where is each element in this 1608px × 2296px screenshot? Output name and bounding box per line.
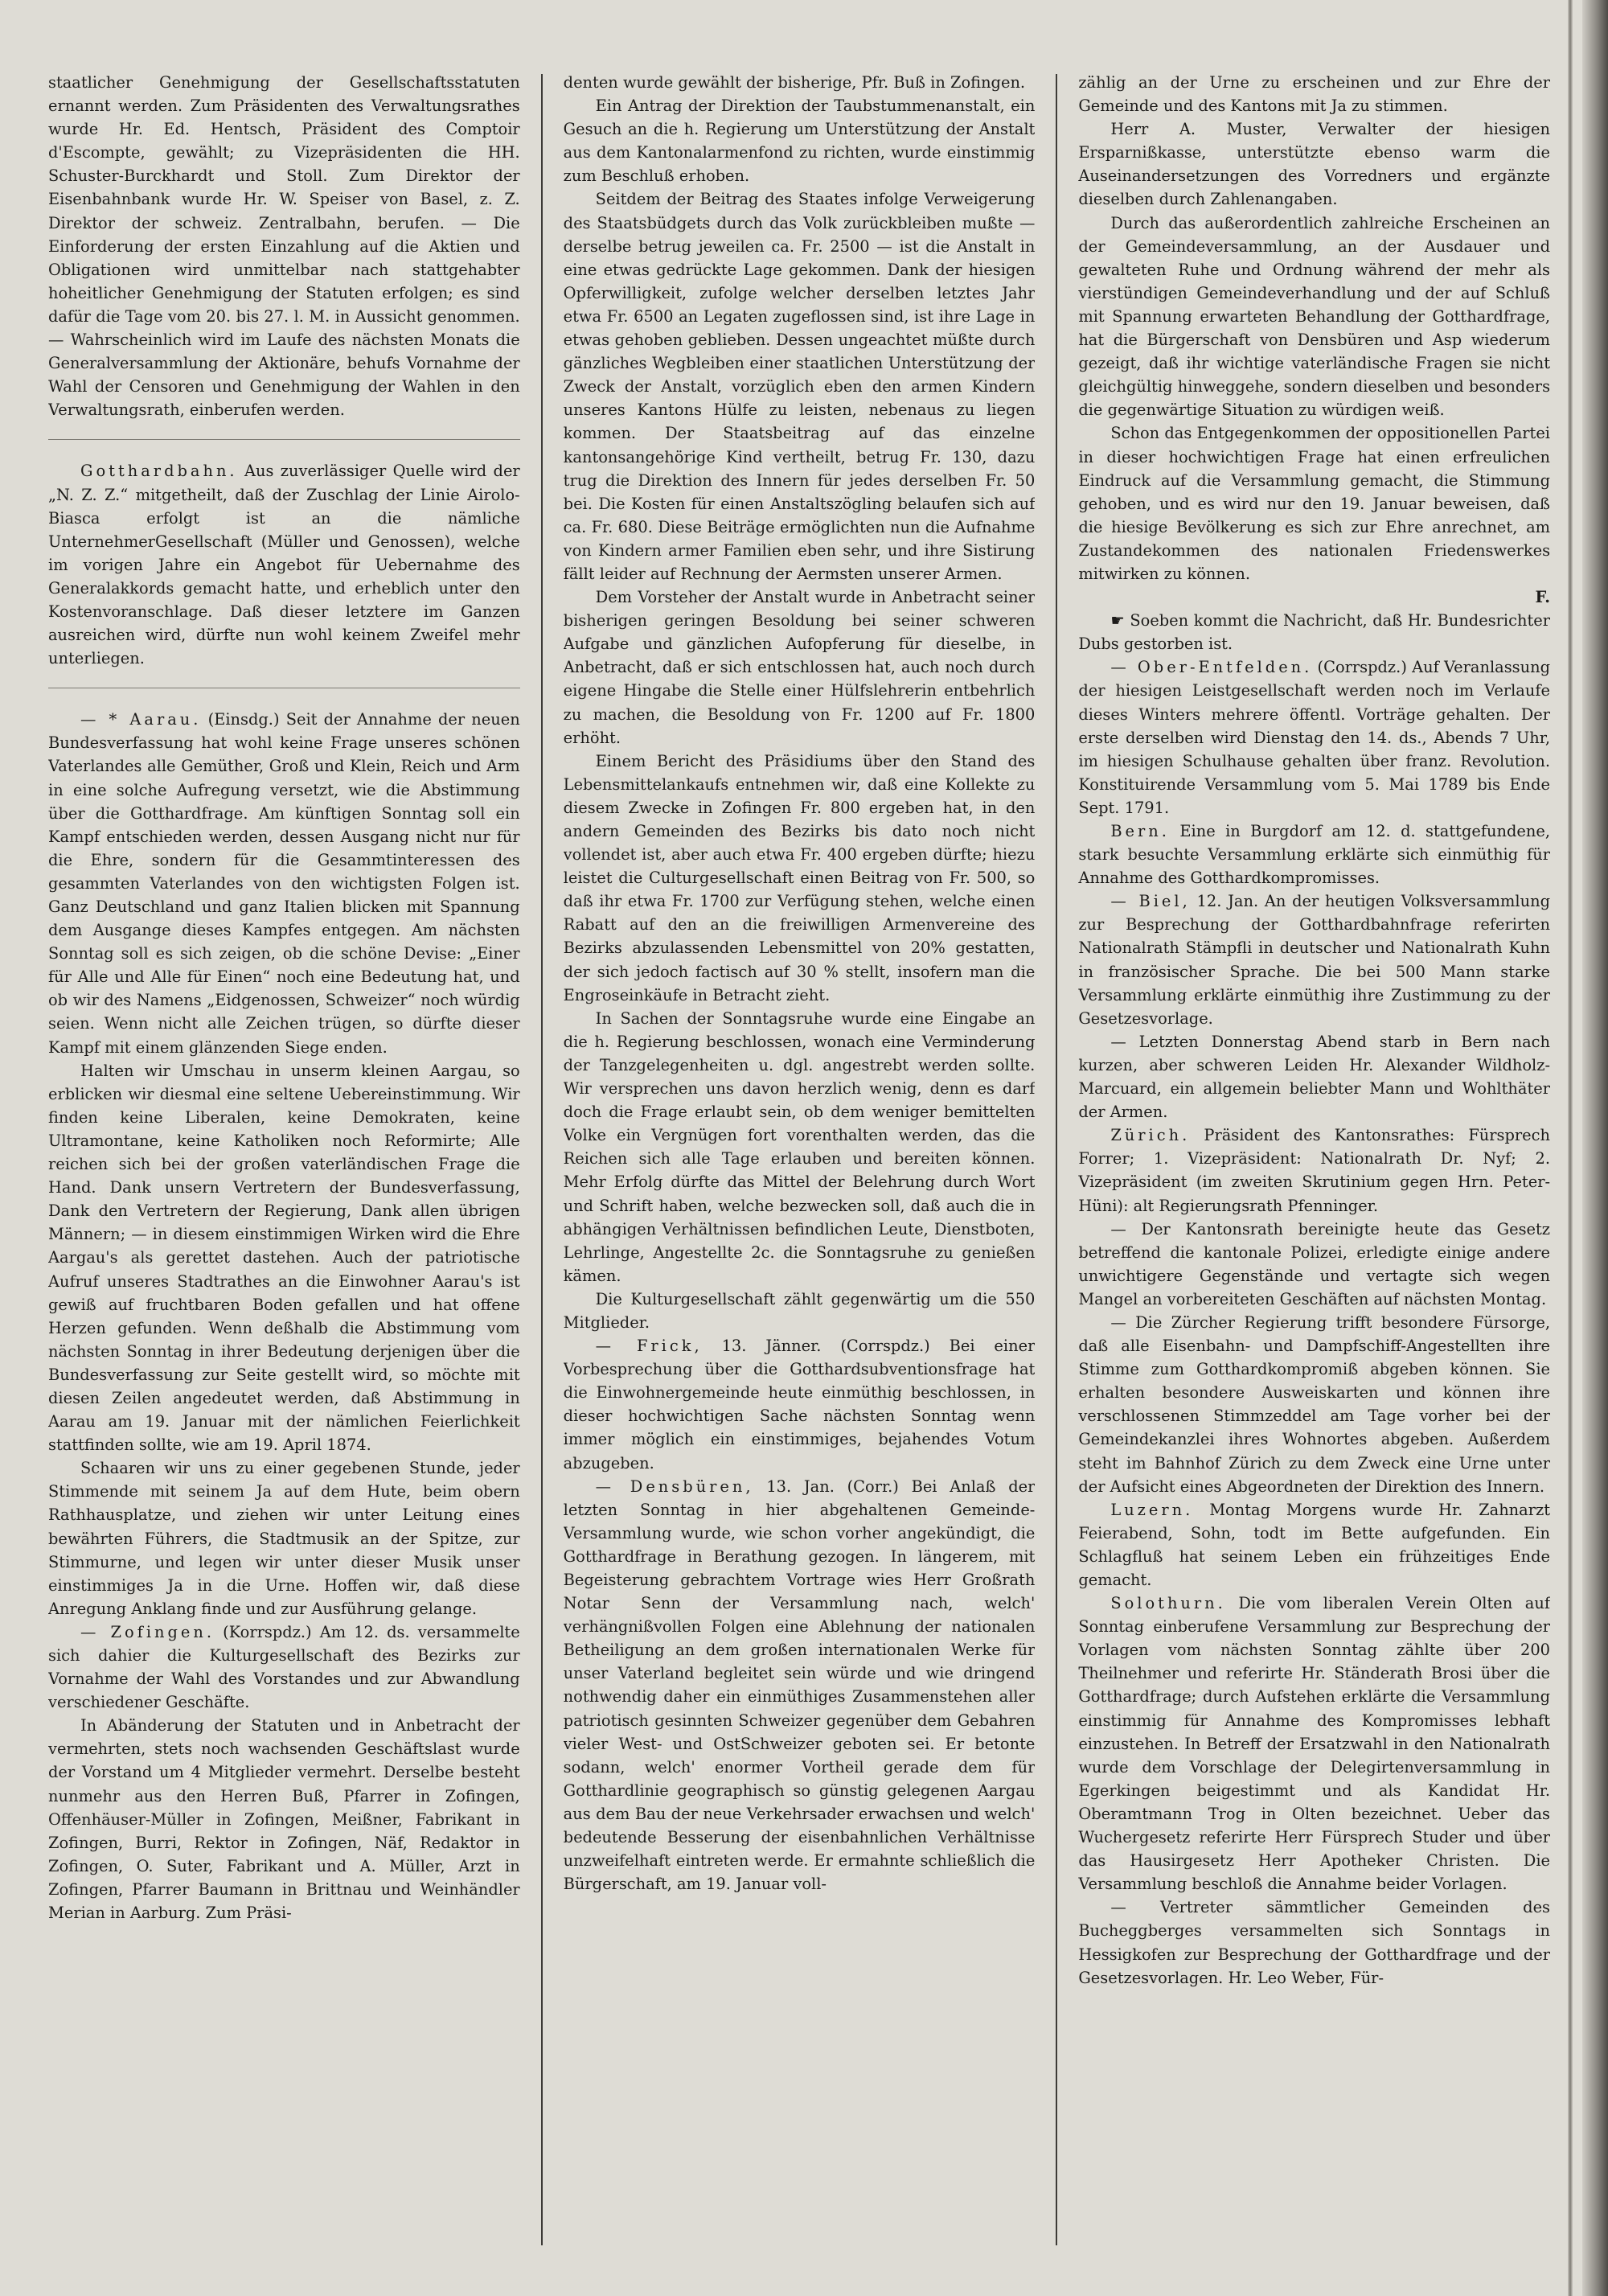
column-3 — [1078, 71, 1550, 2258]
article-heading: — Densbüren, — [595, 1477, 754, 1496]
article-paragraph: — Vertreter sämmtlicher Gemeinden des Bucheggberges versammelten sich Sonntags in Hessigkofen zur Besprechung der Gotthardfrage und der Gesetzesvorlagen. Hr. Leo Weber, Für- — [1078, 1898, 1551, 1987]
article-heading: — Ober-Entfelden. — [1110, 658, 1313, 677]
article-paragraph: Halten wir Umschau in unserm kleinen Aargau, so erblicken wir diesmal eine seltene Uebereinstimmung. Wir finden keine Liberalen, keine Demokraten, keine Ultramontane, keine Katholiken noch Reformirte; Alle reichen sich bei der großen vaterländischen Frage die Hand. Dank unsern Vertretern der Bundesverfassung, Dank den Vertretern der Regierung, Dank allen übrigen Männern; — in diesem einstimmigen Wirken wird die Ehre Aargau's als gerettet dastehen. Auch der patriotische Aufruf unseres Stadtrathes an die Einwohner Aarau's ist gewiß auf fruchtbaren Boden gefallen und hat offene Herzen gefunden. Wenn deßhalb die Abstimmung vom nächsten Sonntag in ihrer Bedeutung derjenigen über die Bundesverfassung zur Seite gestellt wird, so möchte mit diesen Zeilen angedeutet werden, daß Abstimmung in Aarau am 19. Januar mit der nämlichen Feierlichkeit stattfinden sollte, wie am 19. April 1874. — [48, 1061, 520, 1455]
article-heading: Zürich. — [1110, 1126, 1191, 1145]
article-separator — [48, 439, 520, 440]
article-paragraph — [48, 1620, 520, 1714]
article-paragraph: denten wurde gewählt der bisherige, Pfr. Buß in Zofingen. — [563, 73, 1026, 92]
article-paragraph — [1078, 1498, 1550, 1592]
article-paragraph: — Letzten Donnerstag Abend starb in Bern nach kurzen, aber schweren Leiden Hr. Alexander Wildholz-Marcuard, ein allgemein beliebter Mann und Wohlthäter der Armen. — [1078, 1032, 1551, 1122]
article-text: Aus zuverlässiger Quelle wird der „N. Z. Z.“ mitgetheilt, daß der Zuschlag der Linie Airolo-Biasca erfolgt ist an die nämliche UnternehmerGesellschaft (Müller und Genossen), welche im vorigen Jahre ein Angebot für Uebernahme des Generalakkords gemacht hatte, und erheblich unter den Kostenvoranschlage. Daß dieser letztere im Ganzen ausreichen wird, dürfte nun wohl keinem Zweifel mehr unterliegen. — [48, 462, 520, 668]
article-paragraph — [1078, 1592, 1550, 1896]
article-paragraph — [1078, 655, 1550, 819]
article-text: Die vom liberalen Verein Olten auf Sonntag einberufene Versammlung zur Besprechung der Vorlagen vom nächsten Sonntag zählte über 200 Theilnehmer und referirte Hr. Ständerath Brosi über die Gotthardfrage; durch Aufstehen erklärte die Versammlung einstimmig für Annahme des Kompromisses lebhaft einzustehen. In Betreff der Ersatzwahl in den Nationalrath wurde dem Vorschlage der Delegirtenversammlung in Egerkingen beigestimmt und als Kandidat Hr. Oberamtmann Trog in Olten bezeichnet. Ueber das Wuchergesetz referirte Herr Fürsprech Studer und über das Hausirgesetz Herr Apotheker Christen. Die Versammlung beschloß die Annahme beider Vorlagen. — [1078, 1594, 1551, 1894]
article-paragraph — [564, 1334, 1036, 1475]
article-paragraph: Dem Vorsteher der Anstalt wurde in Anbetracht seiner bisherigen geringen Besoldung bei seiner schweren Aufgabe und gänzlichen Aufopferung für dieselbe, in Anbetracht, daß er sich entschlossen hat, auch noch durch eigene Hingabe die Stelle einer Hülfslehrerin entbehrlich zu machen, die Besoldung von Fr. 1200 auf Fr. 1800 erhöht. — [563, 588, 1036, 747]
pointing-hand-icon: ☛ — [1110, 611, 1125, 630]
article-heading: — Zofingen. — [80, 1622, 215, 1641]
article-paragraph: Schon das Entgegenkommen der oppositionellen Partei in dieser hochwichtigen Frage hat einen erfreulichen Eindruck auf die Versammlung gemacht, die Stimmung gehoben, und es wird nur den 19. Januar beweisen, daß die hiesige Bevölkerung es sich zur Ehre anrechnet, am Zustandekommen des nationalen Friedenswerkes mitwirken zu können. — [1078, 424, 1551, 583]
column-rule — [1056, 74, 1057, 2245]
article-paragraph — [48, 708, 520, 1058]
article-heading: Bern. — [1110, 822, 1170, 840]
column-2 — [564, 71, 1036, 2258]
article-heading: — * Aarau. — [80, 710, 202, 729]
article-paragraph: Herr A. Muster, Verwalter der hiesigen Ersparnißkasse, unterstützte ebenso warm die Auseinandersetzungen des Vorredners und ergänzte dieselben durch Zahlenangaben. — [1078, 120, 1551, 209]
article-paragraph: In Abänderung der Statuten und in Anbetracht der vermehrten, stets noch wachsenden Geschäftslast wurde der Vorstand um 4 Mitglieder vermehrt. Derselbe besteht nunmehr aus den Herren Buß, Pfarrer in Zofingen, Offenhäuser-Müller in Zofingen, Meißner, Fabrikant in Zofingen, Burri, Rektor in Zofingen, Näf, Redaktor in Zofingen, O. Suter, Fabrikant und A. Müller, Arzt in Zofingen, Pfarrer Baumann in Brittnau und Weinhändler Merian in Aarburg. Zum Präsi- — [48, 1716, 520, 1923]
article-paragraph: Die Kulturgesellschaft zählt gegenwärtig um die 550 Mitglieder. — [563, 1289, 1036, 1332]
article-text: (Einsdg.) Seit der Annahme der neuen Bundesverfassung hat wohl keine Frage unseres schönen Vaterlandes alle Gemüther, Groß und Klein, Reich und Arm in eine solche Aufregung versetzt, wie die Abstimmung über die Gotthardfrage. Am künftigen Sonntag soll ein Kampf entschieden werden, dessen Ausgang nicht nur für die Ehre, sondern für die Gesammtinteressen des gesammten Vaterlandes von den wichtigsten Folgen ist. Ganz Deutschland und ganz Italien blicken mit Spannung dem Ausgange dieses Kampfes entgegen. Am nächsten Sonntag soll es sich zeigen, ob die schöne Devise: „Einer für Alle und Alle für Einen“ noch eine Bedeutung hat, und ob wir des Namens „Eidgenossen, Schweizer“ noch würdig seien. Wenn nicht alle Zeichen trügen, so dürfte dieser Kampf mit einem glänzenden Siege enden. — [48, 710, 520, 1057]
article-paragraph: — Der Kantonsrath bereinigte heute das Gesetz betreffend die kantonale Polizei, erledigte einige andere unwichtigere Gegenstände und vertagte sich wegen Mangel an vorbereiteten Geschäften auf nächsten Montag. — [1078, 1219, 1551, 1308]
article-paragraph: Ein Antrag der Direktion der Taubstummenanstalt, ein Gesuch an die h. Regierung um Unterstützung der Anstalt aus dem Kantonalarmenfond zu richten, wurde einstimmig zum Beschluß erhoben. — [563, 97, 1036, 186]
article-paragraph — [1078, 889, 1550, 1030]
article-paragraph: In Sachen der Sonntagsruhe wurde eine Eingabe an die h. Regierung beschlossen, wonach eine Verminderung der Tanzgelegenheiten u. dgl. angestrebt werden sollte. Wir versprechen uns davon herzlich wenig, denn es darf doch die Frage erlaubt sein, ob dem weniger bemittelten Volke ein Vergnügen fort vorenthalten werden, das die Reichen sich alle Tage erlauben und bereiten können. Mehr Erfolg dürfte das Mittel der Belehrung durch Wort und Schrift haben, welche bezwecken soll, daß auch die in abhängigen Verhältnissen befindlichen Leute, Dienstboten, Lehrlinge, Angestellte 2c. die Sonntagsruhe zu genießen kämen. — [563, 1008, 1036, 1285]
binding-crease — [1568, 0, 1573, 2296]
column-container — [48, 71, 1550, 2264]
article-paragraph: Einem Bericht des Präsidiums über den Stand des Lebensmittelankaufs entnehmen wir, daß eine Kollekte zu diesem Zwecke in Zofingen Fr. 800 ergeben hat, in den andern Gemeinden des Bezirks bis dato noch nicht vollendet ist, aber auch etwa Fr. 400 ergeben dürfte; hiezu leistet die Culturgesellschaft einen Beitrag von Fr. 500, so daß ihr etwa Fr. 1700 zur Verfügung stehen, welche einen Rabatt auf den an die freiwilligen Armenvereine des Bezirks abzulassenden Lebensmittel von 20% gestatten, der sich jedoch factisch auf 30 % stellt, insofern man die Engroseinkäufe in Betracht zieht. — [563, 751, 1036, 1004]
article-paragraph: staatlicher Genehmigung der Gesellschaftsstatuten ernannt werden. Zum Präsidenten des Verwaltungsrathes wurde Hr. Ed. Hentsch, Präsident des Comptoir d'Escompte, gewählt; zu Vizepräsidenten die HH. Schuster-Burckhardt und Stoll. Zum Direktor der Eisenbahnbank wurde Hr. W. Speiser von Basel, z. Z. Direktor der schweiz. Zentralbahn, berufen. — Die Einforderung der ersten Einzahlung auf die Aktien und Obligationen wird unmittelbar nach stattgehabter hoheitlicher Genehmigung der Statuten erfolgen; es sind dafür die Tage vom 20. bis 27. l. M. in Aussicht genommen. — Wahrscheinlich wird im Laufe des nächsten Monats die Generalversammlung der Aktionäre, behufs Vornahme der Wahl der Censoren und Genehmigung der Wahlen in den Verwaltungsrath, einberufen werden. — [48, 73, 520, 420]
article-text: 13. Jänner. (Corrspdz.) Bei einer Vorbesprechung über die Gotthardsubventionsfrage hat die Einwohnergemeinde heute einmüthig beschlossen, in dieser hochwichtigen Sache nächsten Sonntag wenn immer möglich ein einstimmiges, bejahendes Votum abzugeben. — [563, 1337, 1036, 1472]
article-text: Montag Morgens wurde Hr. Zahnarzt Feierabend, Sohn, todt im Bette aufgefunden. Ein Schlagfluß hat seinem Leben ein frühzeitiges Ende gemacht. — [1078, 1500, 1551, 1589]
article-heading: Gotthardbahn. — [80, 462, 238, 481]
article-heading: Luzern. — [1110, 1500, 1194, 1519]
article-paragraph: Schaaren wir uns zu einer gegebenen Stunde, jeder Stimmende mit seinem Ja auf dem Hute, beim obern Rathhausplatze, und ziehen wir unter Leitung eines bewährten Führers, die Stadtmusik an der Spitze, zur Stimmurne, und legen wir unter dieser Musik unser einstimmiges Ja in die Urne. Hoffen wir, daß diese Anregung Anklang finde und zur Ausführung gelange. — [48, 1459, 520, 1618]
article-heading: — Biel, — [1110, 892, 1191, 911]
article-paragraph — [1078, 1123, 1550, 1217]
article-text: Präsident des Kantonsrathes: Fürsprech Forrer; 1. Vizepräsident: Nationalrath Dr. Nyf; 2. Vizepräsident (im zweiten Skrutinium gegen Hrn. Peter-Hüni): alt Regierungsrath Pfenninger. — [1078, 1126, 1551, 1215]
article-text: Soeben kommt die Nachricht, daß Hr. Bundesrichter Dubs gestorben ist. — [1078, 611, 1551, 654]
article-heading: Solothurn. — [1110, 1594, 1226, 1613]
column-1 — [48, 71, 520, 2258]
column-rule — [541, 74, 543, 2245]
article-paragraph: Durch das außerordentlich zahlreiche Erscheinen an der Gemeindeversammlung, an der Ausdauer und gewalteten Ruhe und Ordnung während der mehr als vierstündigen Gemeindeverhandlung und der auf Schluß mit Spannung erwarteten Behandlung der Gotthardfrage, hat die Bürgerschaft von Densbüren und Asp wiederum gezeigt, daß ihr wichtige vaterländische Fragen sie nicht gleichgültig hinweggehe, sondern dieselben und besonders die gegenwärtige Situation zu würdigen weiß. — [1078, 213, 1551, 420]
article-paragraph — [1078, 609, 1550, 655]
article-paragraph: — Die Zürcher Regierung trifft besondere Fürsorge, daß alle Eisenbahn- und Dampfschiff-Angestellten ihre Stimme zum Gotthardkompromiß abgeben können. Sie erhalten besondere Ausweiskarten und können ihre verschlossenen Stimmzeddel am Tage vorher bei der Gemeindekanzlei ihres Wohnortes abgeben. Außerdem steht im Bahnhof Zürich zu dem Zweck eine Urne unter der Aufsicht eines Abgeordneten der Direktion des Innern. — [1078, 1312, 1551, 1496]
page-edge-shadow — [1582, 0, 1608, 2296]
article-paragraph: zählig an der Urne zu erscheinen und zur Ehre der Gemeinde und des Kantons mit Ja zu stimmen. — [1078, 73, 1551, 116]
article-paragraph: Seitdem der Beitrag des Staates infolge Verweigerung des Staatsbüdgets durch das Volk zurückbleiben mußte — derselbe betrug jeweilen ca. Fr. 2500 — ist die Anstalt in eine etwas gedrückte Lage gekommen. Dank der hiesigen Opferwilligkeit, zufolge welcher derselben letztes Jahr etwa Fr. 6500 an Legaten zugeflossen sind, ist ihre Lage in etwas gehoben geblieben. Dessen ungeachtet müßte durch gänzliches Wegbleiben einer staatlichen Unterstützung der Zweck der Anstalt, vorzüglich eben den armen Kindern unseres Kantons Hülfe zu leisten, nebenaus zu liegen kommen. Der Staatsbeitrag auf das einzelne kantonsangehörige Kind vertheilt, betrug Fr. 130, dazu trug die Direktion des Innern für jedes derselben Fr. 50 bei. Die Kosten für einen Anstaltszögling belaufen sich auf ca. Fr. 680. Diese Beiträge ermöglichten nun die Aufnahme von Kindern armer Familien eben sehr, und ihre Sistirung fällt leider auf Rechnung der Aermsten unserer Armen. — [563, 190, 1036, 583]
article-text: Eine in Burgdorf am 12. d. stattgefundene, stark besuchte Versammlung erklärte sich einmüthig für Annahme des Gotthardkompromisses. — [1078, 822, 1551, 888]
article-text: (Korrspdz.) Am 12. ds. versammelte sich dahier die Kulturgesellschaft des Bezirks zur Vornahme der Wahl des Vorstandes und zur Abwandlung verschiedener Geschäfte. — [48, 1622, 520, 1712]
article-paragraph — [48, 459, 520, 670]
article-text: 13. Jan. (Corr.) Bei Anlaß der letzten Sonntag in hier abgehaltenen Gemeinde-Versammlung wurde, wie schon vorher angekündigt, die Gotthardfrage in Berathung gezogen. In längerem, mit Begeisterung gebrachtem Vortrage wies Herr Großrath Notar Senn der Versammlung nach, welch' verhängnißvollen Folgen eine Ablehnung der nationalen Betheiligung an dem großen internationalen Werke für unser Vaterland begleitet sein würde und wie dringend nothwendig daher ein einmüthiges Zusammenstehen aller patriotisch gesinnten Schweizer gegenüber dem Gebahren vieler West- und OstSchweizer geboten sei. Er betonte sodann, welch' enormer Vortheil gerade dem für Gotthardlinie geographisch so günstig gelegenen Aargau aus dem Bau der neue Verkehrsader erwachsen und welch' bedeutende Besserung der eisenbahnlichen Verhältnisse unzweifelhaft eintreten werde. Er ermahnte schließlich die Bürgerschaft, am 19. Januar voll- — [563, 1477, 1036, 1894]
article-heading: — Frick, — [595, 1337, 703, 1356]
author-signature: F. — [1535, 588, 1551, 607]
article-paragraph — [1078, 819, 1550, 889]
article-text: (Corrspdz.) Auf Veranlassung der hiesigen Leistgesellschaft werden noch im Verlaufe dieses Winters mehrere öffentl. Vorträge gehalten. Der erste derselben wird Dienstag den 14. ds., Abends 7 Uhr, im hiesigen Schulhause gehalten über franz. Revolution. Konstituirende Versammlung vom 5. Mai 1789 bis Ende Sept. 1791. — [1078, 658, 1551, 817]
article-paragraph — [564, 1475, 1036, 1896]
article-text: 12. Jan. An der heutigen Volksversammlung zur Besprechung der Gotthardbahnfrage referirten Nationalrath Stämpfli in deutscher und Nationalrath Kuhn in französischer Sprache. Die bei 500 Mann starke Versammlung erklärte einmüthig ihre Zustimmung zu der Gesetzesvorlage. — [1078, 892, 1551, 1028]
